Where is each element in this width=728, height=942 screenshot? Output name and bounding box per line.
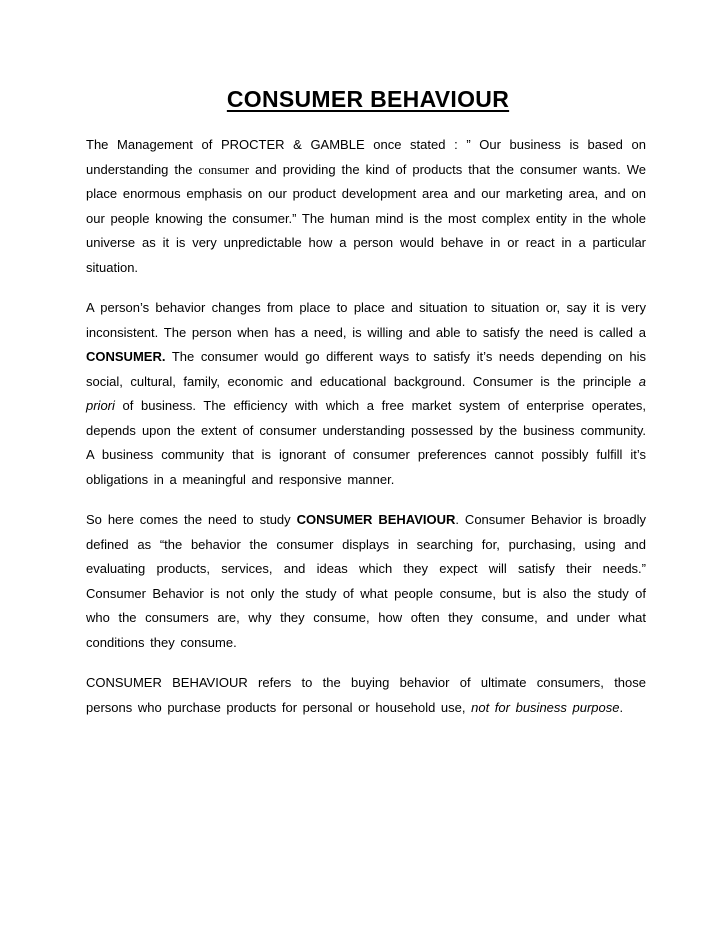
page-title: CONSUMER BEHAVIOUR (226, 86, 510, 112)
paragraph-3-text-b: . Consumer Behavior is broadly defined as “the behavior the consumer displays in searching for, purchasing, using and evaluating products, services, and ideas which they expect will satisfy their needs.” Consumer Behavior is not only the study of what people consume, but is also the study of who the consumers are, why they consume, how often they consume, and under what conditions they consume. (86, 512, 646, 650)
paragraph-3 (86, 508, 646, 655)
paragraph-2-text-b: The consumer would go different ways to satisfy it’s needs depending on his social, cultural, family, economic and educational background. Consumer is the principle (86, 349, 646, 389)
paragraph-4 (86, 671, 646, 720)
paragraph-2-bold-consumer: CONSUMER. (86, 349, 166, 364)
paragraph-4-text-a: CONSUMER BEHAVIOUR refers to the buying behavior of ultimate consumers, those persons who purchase products for personal or household use, (86, 675, 646, 715)
paragraph-4-italic-not-for-business: not for business purpose (471, 699, 620, 715)
paragraph-2-text-c: of business. The efficiency with which a free market system of enterprise operates, depends upon the extent of consumer understanding possessed by the business community. A business community that is ignorant of consumer preferences cannot possibly fulfill it’s obligations in a meaningful and responsive manner. (86, 398, 646, 487)
paragraph-1-serif-word: consumer (198, 161, 250, 177)
document-page (86, 86, 646, 720)
paragraph-2-text-a: A person’s behavior changes from place to place and situation to situation or, say it is very inconsistent. The person when has a need, is willing and able to satisfy the need is called a (86, 300, 646, 340)
paragraph-2 (86, 296, 646, 492)
paragraph-1-text-b: and providing the kind of products that the consumer wants. We place enormous emphasis on our product development area and our marketing area, and on our people knowing the consumer.” The human mind is the most complex entity in the whole universe as it is very unpredictable how a person would behave in or react in a particular situation. (86, 161, 646, 275)
paragraph-1-text-a: The Management of PROCTER & GAMBLE once stated : ” Our business is based on understanding the (86, 137, 646, 177)
paragraph-3-bold-consumer-behaviour: CONSUMER BEHAVIOUR (296, 512, 456, 527)
paragraph-2-italic-a-priori: a priori (86, 373, 646, 413)
paragraph-3-text-a: So here comes the need to study (86, 512, 297, 527)
paragraph-1 (86, 133, 646, 280)
paragraph-4-text-b: . (619, 699, 624, 715)
